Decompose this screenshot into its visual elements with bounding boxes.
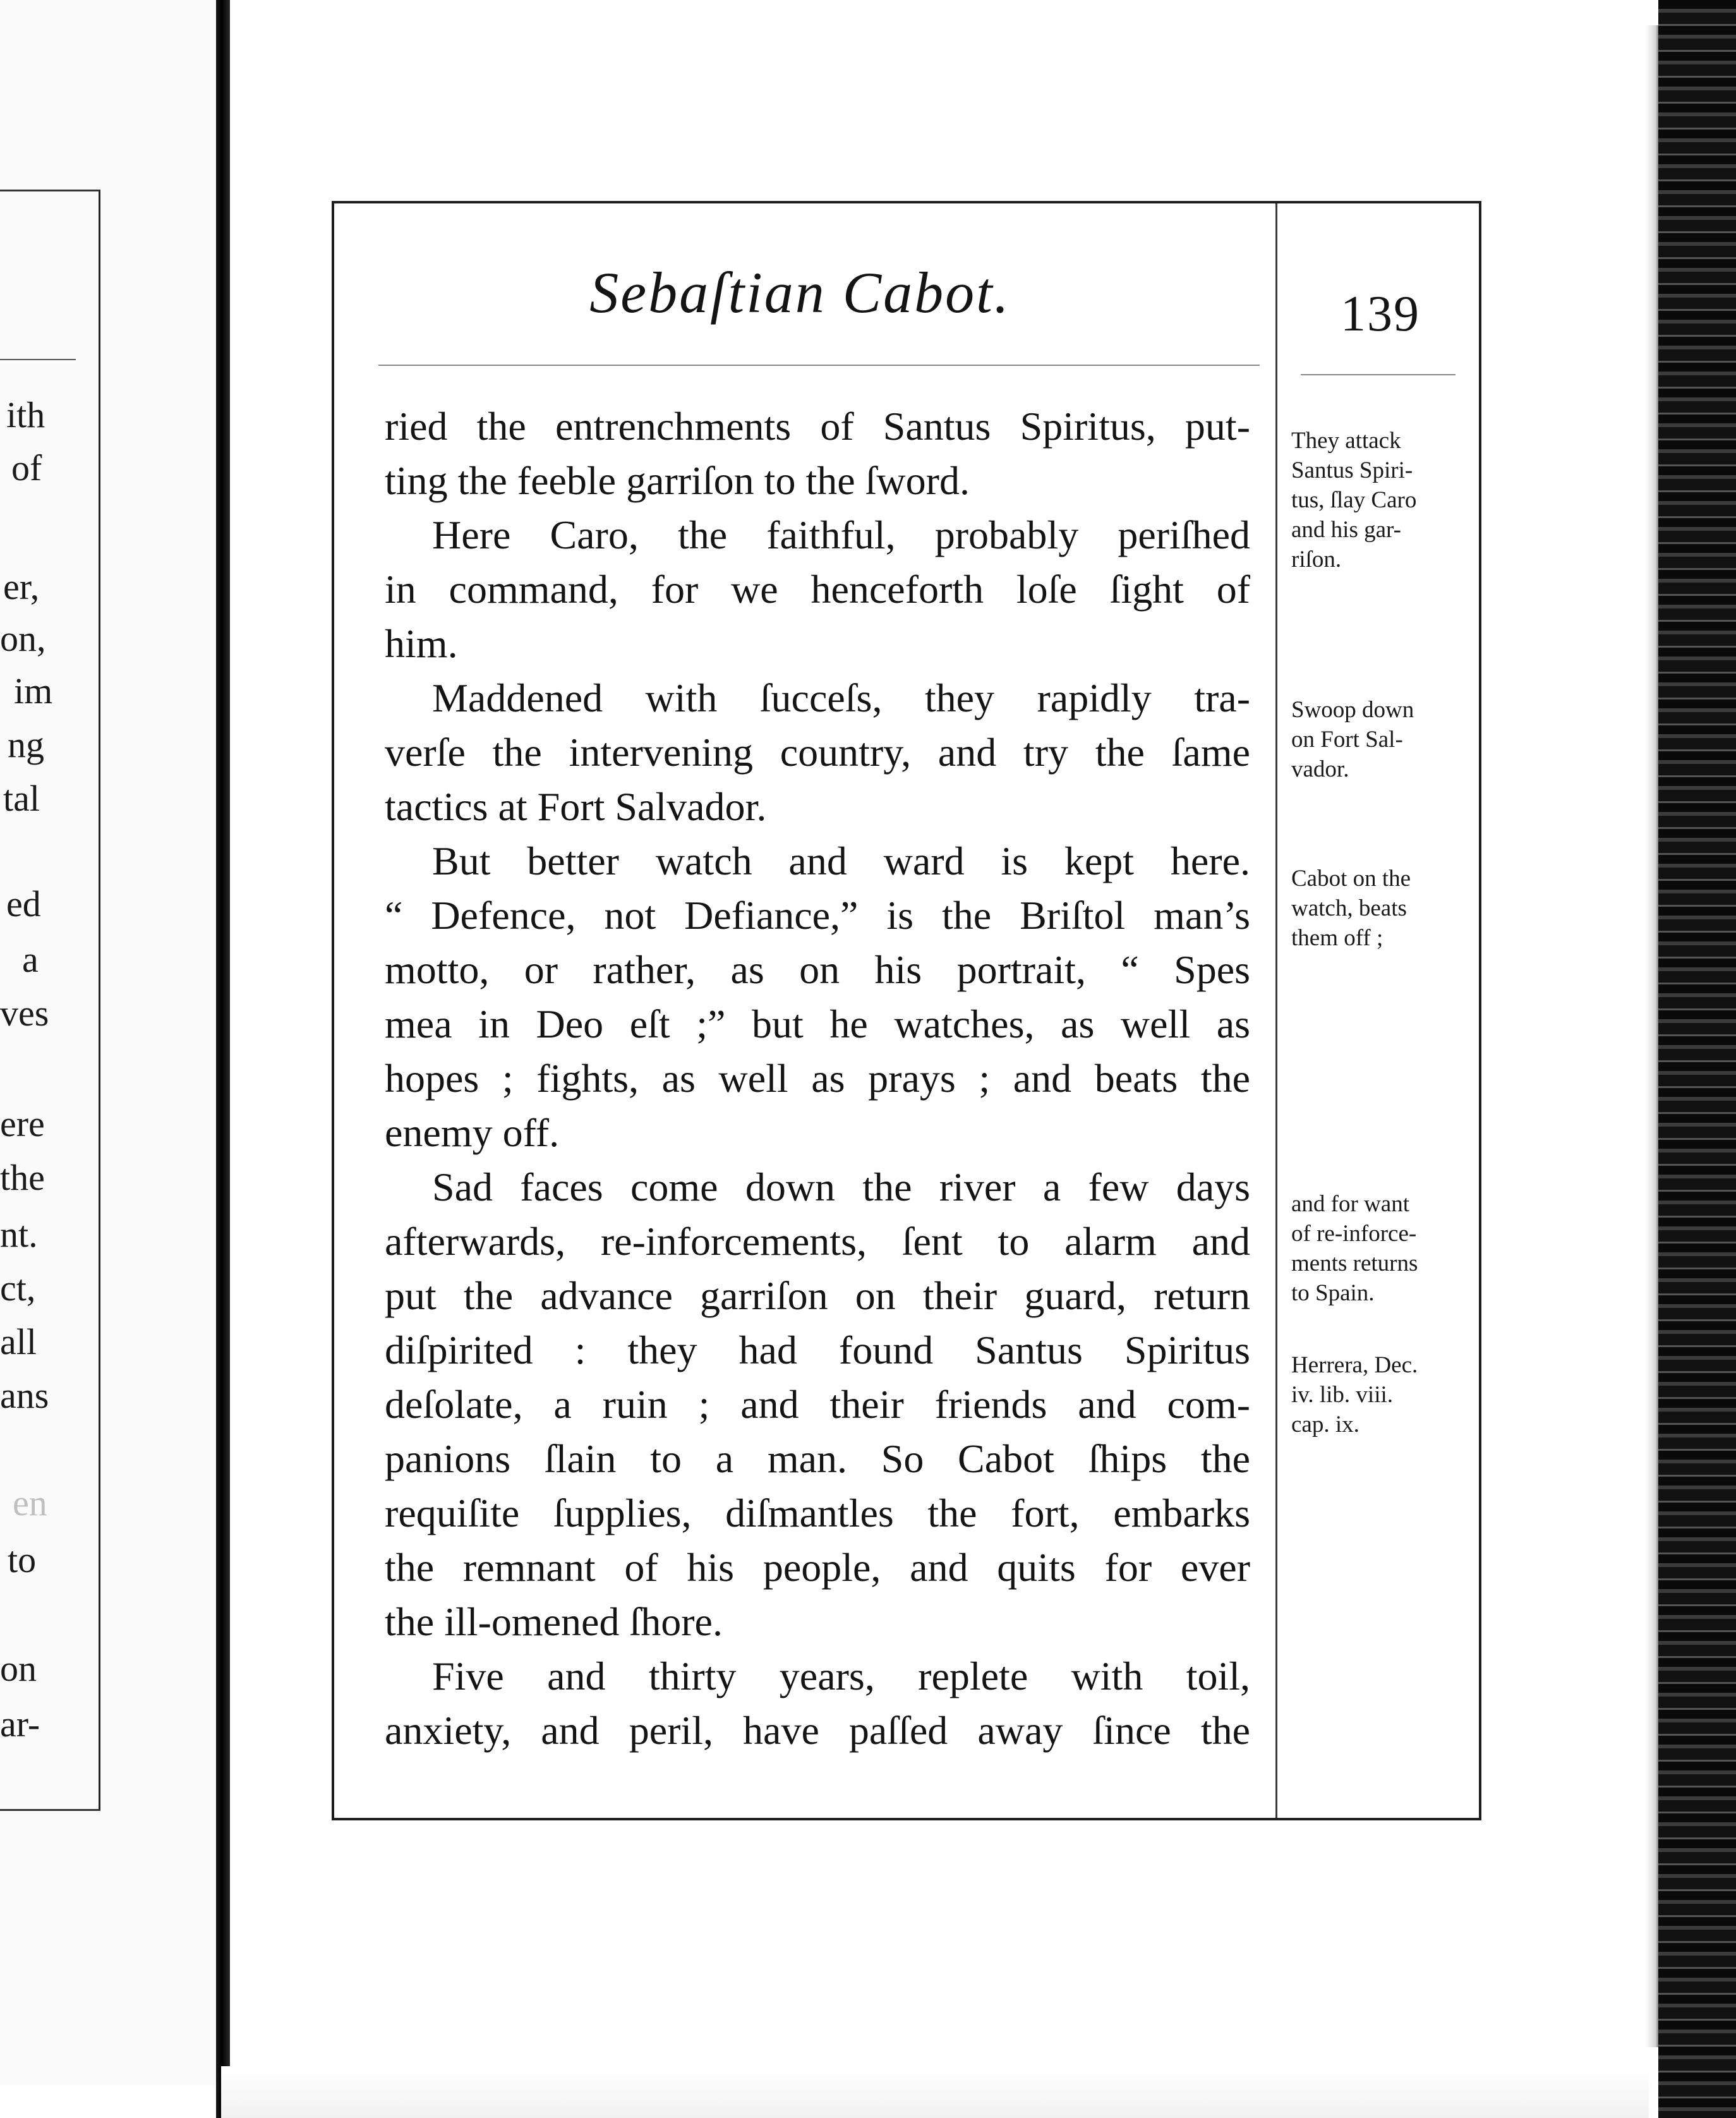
sidenote-line: tus, ſlay Caro xyxy=(1291,487,1417,513)
sidenote-line: on Fort Sal- xyxy=(1291,727,1403,753)
text-line: verſe the intervening country, and try the ſame xyxy=(385,730,1250,775)
text-line: mea in Deo eſt ;” but he watches, as well as xyxy=(385,1002,1250,1046)
bottom-shadow xyxy=(221,2066,1649,2118)
left-page-fragment: im xyxy=(14,670,53,711)
sidenote-line: Swoop down xyxy=(1291,697,1414,723)
left-page-fragment: on xyxy=(0,1648,37,1689)
sidenote-reinforcements xyxy=(1291,1189,1462,1308)
left-page-fragment: ct, xyxy=(0,1268,36,1309)
left-page-fragment: ed xyxy=(6,883,41,924)
left-page-fragment: ere xyxy=(0,1103,45,1144)
text-line: panions ſlain to a man. So Cabot ſhips the xyxy=(385,1436,1250,1481)
left-page-fragment: ans xyxy=(0,1375,49,1416)
text-line: tactics at Fort Salvador. xyxy=(385,784,767,829)
left-page-fragment: of xyxy=(11,447,42,488)
margin-head-rule xyxy=(1301,374,1456,375)
text-line: But better watch and ward is kept here. xyxy=(432,838,1250,883)
text-line: afterwards, re-inforcements, ſent to alarm and xyxy=(385,1219,1250,1264)
left-page-fragment: on, xyxy=(0,618,46,659)
text-line: requiſite ſupplies, diſmantles the fort, embarks xyxy=(385,1491,1250,1535)
text-line: him. xyxy=(385,621,458,666)
sidenote-swoop xyxy=(1291,695,1462,784)
sidenote-line: to Spain. xyxy=(1291,1280,1375,1306)
text-line: ting the feeble garriſon to the ſword. xyxy=(385,458,970,503)
book-page-edges xyxy=(1658,0,1736,2118)
text-line: Here Caro, the faithful, probably periſhed xyxy=(432,512,1250,557)
sidenote-line: them off ; xyxy=(1291,925,1383,951)
sidenote-line: riſon. xyxy=(1291,547,1342,572)
left-page-fragment: all xyxy=(0,1321,37,1362)
left-page-fragment: en xyxy=(13,1482,47,1523)
sidenote-line: watch, beats xyxy=(1291,895,1407,921)
left-page-rule xyxy=(0,359,76,360)
left-page-fragment: ith xyxy=(6,394,45,435)
text-line: “ Defence, not Defiance,” is the Briſtol man’s xyxy=(385,893,1250,938)
sidenote-watch xyxy=(1291,864,1462,953)
sidenote-line: of re-inforce- xyxy=(1291,1221,1417,1247)
sidenote-line: They attack xyxy=(1291,428,1401,454)
text-line: Five and thirty years, replete with toil, xyxy=(432,1654,1250,1698)
left-page-fragment: the xyxy=(0,1157,45,1198)
text-line: the ill-omened ſhore. xyxy=(385,1599,723,1644)
body-text xyxy=(385,399,1250,1758)
text-line: motto, or rather, as on his portrait, “ Spes xyxy=(385,947,1250,992)
book-gutter xyxy=(216,0,230,2118)
sidenote-line: iv. lib. viii. xyxy=(1291,1382,1394,1408)
sidenote-attack xyxy=(1291,426,1462,574)
left-page-fragment: ar- xyxy=(0,1703,40,1745)
sidenote-line: ments returns xyxy=(1291,1250,1418,1276)
text-line: deſolate, a ruin ; and their friends and com- xyxy=(385,1382,1250,1427)
left-page-fragment: ves xyxy=(0,993,49,1034)
text-line: Maddened with ſucceſs, they rapidly tra- xyxy=(432,675,1250,720)
text-line: put the advance garriſon on their guard, return xyxy=(385,1273,1250,1318)
left-page-fragment: nt. xyxy=(0,1214,38,1255)
left-page-fragment: to xyxy=(8,1539,37,1580)
margin-divider xyxy=(1275,203,1277,1818)
text-line: anxiety, and peril, have paſſed away ſince the xyxy=(385,1708,1250,1753)
sidenote-line: cap. ix. xyxy=(1291,1412,1359,1437)
text-line: the remnant of his people, and quits for ever xyxy=(385,1545,1250,1590)
sidenote-line: and his gar- xyxy=(1291,517,1401,543)
sidenote-citation xyxy=(1291,1350,1462,1439)
text-line: Sad faces come down the river a few days xyxy=(432,1165,1250,1209)
sidenote-line: vador. xyxy=(1291,756,1349,782)
sidenote-line: Cabot on the xyxy=(1291,866,1411,892)
head-rule xyxy=(378,365,1260,366)
sidenote-line: Herrera, Dec. xyxy=(1291,1352,1418,1378)
text-line: hopes ; fights, as well as prays ; and beats the xyxy=(385,1056,1250,1101)
page-number: 139 xyxy=(1341,286,1420,342)
text-line: enemy off. xyxy=(385,1110,560,1155)
text-line: ried the entrenchments of Santus Spiritus, put- xyxy=(385,404,1250,449)
sidenote-line: Santus Spiri- xyxy=(1291,457,1413,483)
left-page-fragment: a xyxy=(22,939,39,980)
text-line: diſpirited : they had found Santus Spiritus xyxy=(385,1328,1250,1372)
sidenote-line: and for want xyxy=(1291,1191,1409,1217)
running-head: Sebaſtian Cabot. xyxy=(589,260,1011,325)
left-page-fragment: er, xyxy=(3,566,40,607)
text-line: in command, for we henceforth loſe ſight of xyxy=(385,567,1250,612)
left-page-fragment: tal xyxy=(3,778,40,819)
left-page-fragment: ng xyxy=(8,724,44,765)
page-frame xyxy=(332,201,1481,1820)
